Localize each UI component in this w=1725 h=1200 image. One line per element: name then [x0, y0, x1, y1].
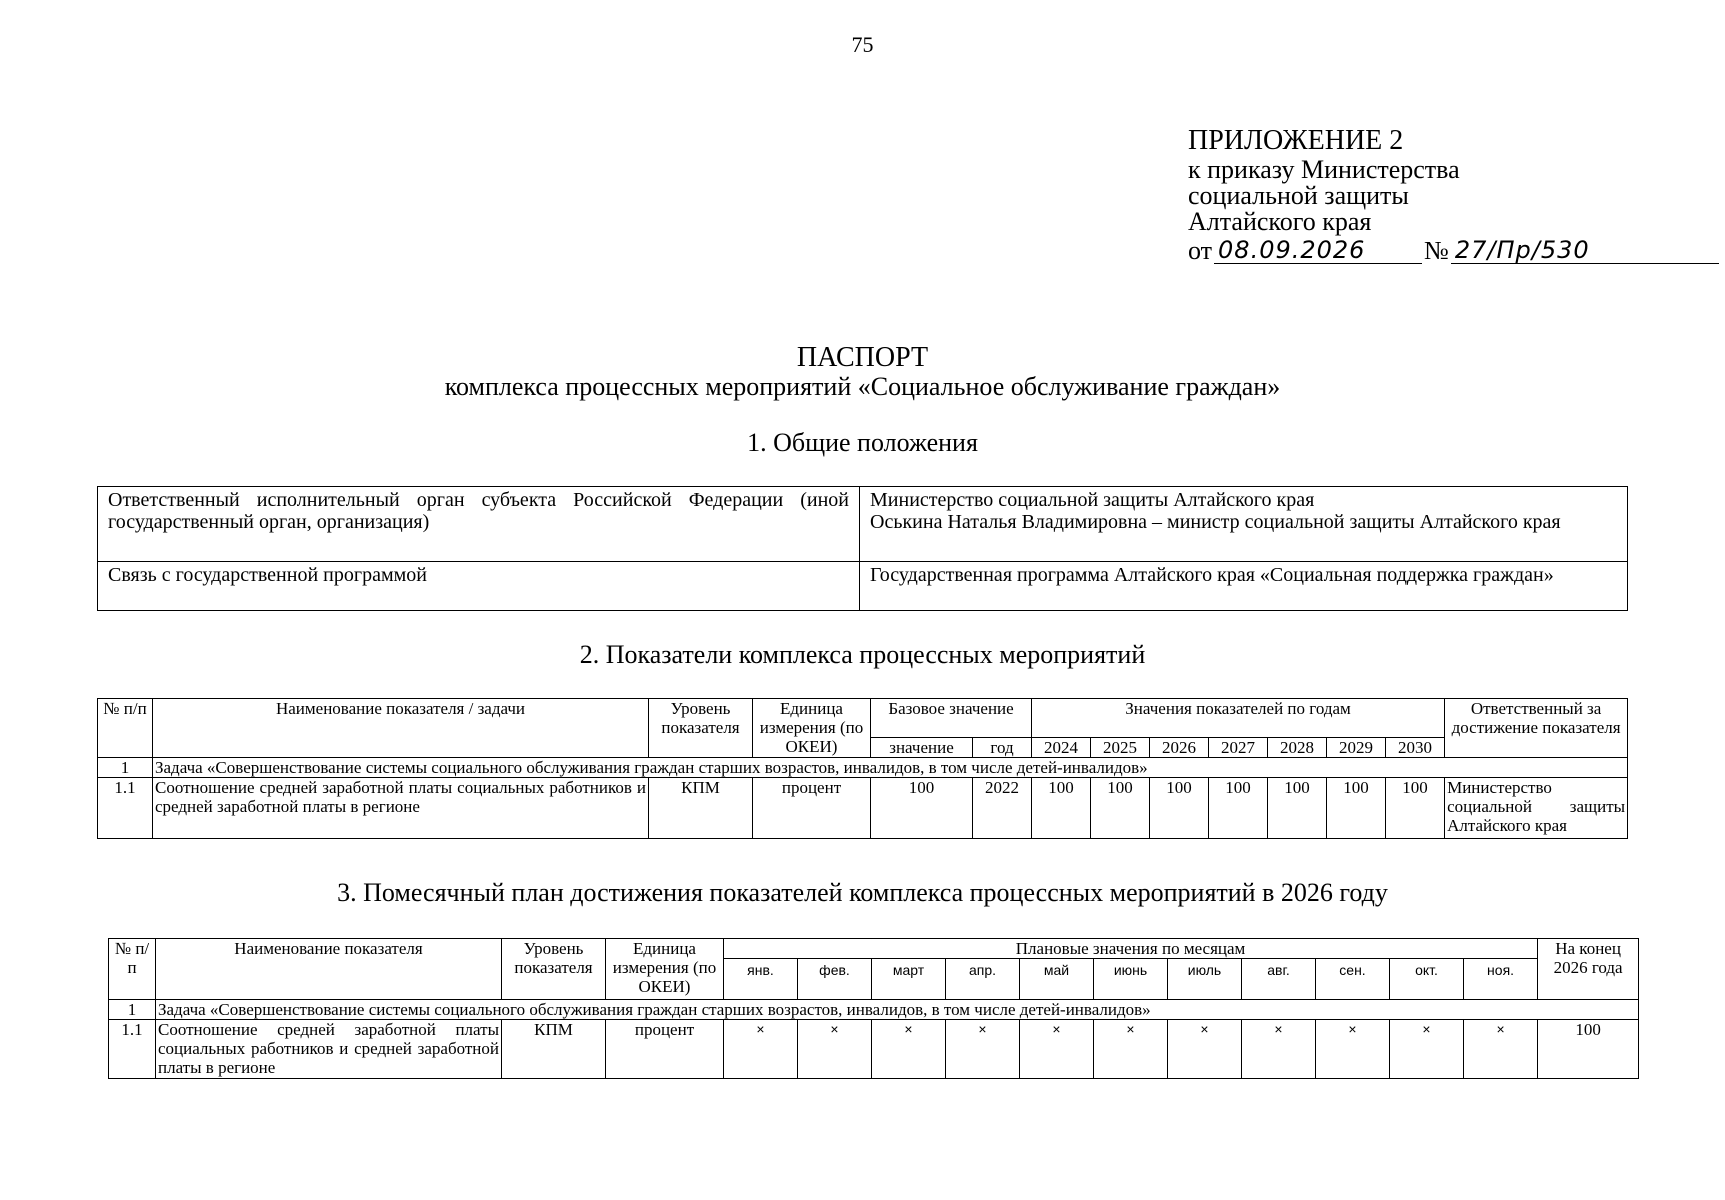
- header-unit: Единица измерения (по ОКЕИ): [753, 699, 871, 758]
- header-row: [109, 939, 1639, 959]
- indicator-num: 1.1: [109, 1020, 156, 1079]
- section-2-heading: 2. Показатели комплекса процессных мероприятий: [579, 640, 1146, 669]
- indicator-name: Соотношение средней заработной платы социальных работников и средней заработной платы в регионе: [153, 778, 649, 839]
- header-month: окт.: [1390, 959, 1464, 1000]
- header-month: фев.: [798, 959, 872, 1000]
- indicator-num: 1.1: [98, 778, 153, 839]
- indicator-level: КПМ: [502, 1020, 606, 1079]
- indicator-year-value: 100: [1091, 778, 1150, 839]
- handwritten-number: 27/Пр/530: [1451, 237, 1719, 264]
- table-cell-label: Ответственный исполнительный орган субъекта Российской Федерации (иной государственный орган, организация): [98, 487, 860, 562]
- indicator-year-value: 100: [1032, 778, 1091, 839]
- header-month: сен.: [1316, 959, 1390, 1000]
- indicator-level: КПМ: [649, 778, 753, 839]
- header-month: апр.: [946, 959, 1020, 1000]
- indicator-year-value: 100: [1386, 778, 1445, 839]
- appendix-line: социальной защиты: [1188, 181, 1409, 210]
- handwritten-date: 08.09.2026: [1214, 237, 1422, 264]
- indicator-year-value: 100: [1268, 778, 1327, 839]
- header-month: ноя.: [1464, 959, 1538, 1000]
- section-3-heading: 3. Помесячный план достижения показателей комплекса процессных мероприятий в 2026 году: [337, 878, 1388, 907]
- indicator-row: [98, 778, 1628, 839]
- passport-heading: [0, 343, 1725, 401]
- number-label: №: [1424, 236, 1449, 265]
- month-value: ×: [798, 1020, 872, 1079]
- task-row: [109, 1000, 1639, 1020]
- month-value: ×: [946, 1020, 1020, 1079]
- header-responsible: Ответственный за достижение показателя: [1445, 699, 1628, 758]
- header-num: № п/п: [109, 939, 156, 1000]
- header-year: 2029: [1327, 738, 1386, 758]
- header-month: июль: [1168, 959, 1242, 1000]
- task-row: [98, 758, 1628, 778]
- header-year: 2026: [1150, 738, 1209, 758]
- indicator-row: [109, 1020, 1639, 1079]
- indicators-table: [97, 698, 1628, 839]
- header-name: Наименование показателя / задачи: [153, 699, 649, 758]
- header-year: 2028: [1268, 738, 1327, 758]
- header-base-value: значение: [871, 738, 973, 758]
- indicator-name: Соотношение средней заработной платы социальных работников и средней заработной платы в регионе: [156, 1020, 502, 1079]
- header-month: март: [872, 959, 946, 1000]
- header-row: [98, 699, 1628, 738]
- month-value: ×: [1390, 1020, 1464, 1079]
- task-num: 1: [98, 758, 153, 778]
- header-base-year: год: [973, 738, 1032, 758]
- header-years-group: Значения показателей по годам: [1032, 699, 1445, 738]
- indicator-base-year: 2022: [973, 778, 1032, 839]
- header-year: 2027: [1209, 738, 1268, 758]
- appendix-line: Алтайского края: [1188, 207, 1372, 236]
- header-month: янв.: [724, 959, 798, 1000]
- appendix-line: к приказу Министерства: [1188, 155, 1460, 184]
- month-value: ×: [1464, 1020, 1538, 1079]
- appendix-block: [1188, 125, 1719, 264]
- header-month: июнь: [1094, 959, 1168, 1000]
- indicator-unit: процент: [753, 778, 871, 839]
- header-year: 2024: [1032, 738, 1091, 758]
- month-value: ×: [1094, 1020, 1168, 1079]
- appendix-title: ПРИЛОЖЕНИЕ 2: [1188, 125, 1404, 156]
- indicator-year-value: 100: [1150, 778, 1209, 839]
- indicator-year-value: 100: [1209, 778, 1268, 839]
- header-level: Уровень показателя: [502, 939, 606, 1000]
- header-name: Наименование показателя: [156, 939, 502, 1000]
- indicator-responsible: Министерство социальной защиты Алтайского края: [1445, 778, 1628, 839]
- header-year: 2030: [1386, 738, 1445, 758]
- header-year: 2025: [1091, 738, 1150, 758]
- from-label: от: [1188, 236, 1213, 265]
- header-month: авг.: [1242, 959, 1316, 1000]
- section-1-heading: 1. Общие положения: [747, 428, 978, 457]
- header-num: № п/п: [98, 699, 153, 758]
- month-value: ×: [1316, 1020, 1390, 1079]
- year-end-value: 100: [1538, 1020, 1639, 1079]
- header-base: Базовое значение: [871, 699, 1032, 738]
- table-cell-label: Связь с государственной программой: [98, 562, 860, 611]
- header-level: Уровень показателя: [649, 699, 753, 758]
- value-line: Оськина Наталья Владимировна – министр социальной защиты Алтайского края: [870, 511, 1561, 533]
- month-value: ×: [1242, 1020, 1316, 1079]
- month-value: ×: [872, 1020, 946, 1079]
- table-cell-value: Государственная программа Алтайского края «Социальная поддержка граждан»: [860, 562, 1628, 611]
- passport-title: ПАСПОРТ: [796, 342, 929, 373]
- page-number: 75: [851, 32, 874, 57]
- order-reference: [1188, 237, 1719, 264]
- task-text: Задача «Совершенствование системы социального обслуживания граждан старших возрастов, инвалидов, в том числе детей-инвалидов»: [156, 1000, 1639, 1020]
- header-year-end: На конец 2026 года: [1538, 939, 1639, 1000]
- table-row: [98, 487, 1628, 562]
- month-value: ×: [1020, 1020, 1094, 1079]
- table-cell-value: [860, 487, 1628, 562]
- month-value: ×: [1168, 1020, 1242, 1079]
- task-num: 1: [109, 1000, 156, 1020]
- indicator-unit: процент: [606, 1020, 724, 1079]
- general-provisions-table: [97, 486, 1628, 611]
- month-value: ×: [724, 1020, 798, 1079]
- indicator-year-value: 100: [1327, 778, 1386, 839]
- header-unit: Единица измерения (по ОКЕИ): [606, 939, 724, 1000]
- task-text: Задача «Совершенствование системы социального обслуживания граждан старших возрастов, инвалидов, в том числе детей-инвалидов»: [153, 758, 1628, 778]
- passport-subtitle: комплекса процессных мероприятий «Социальное обслуживание граждан»: [444, 372, 1281, 401]
- header-month: май: [1020, 959, 1094, 1000]
- header-months-group: Плановые значения по месяцам: [724, 939, 1538, 959]
- indicator-base-value: 100: [871, 778, 973, 839]
- monthly-plan-table: [108, 938, 1639, 1079]
- table-row: [98, 562, 1628, 611]
- value-line: Министерство социальной защиты Алтайского края: [870, 489, 1315, 511]
